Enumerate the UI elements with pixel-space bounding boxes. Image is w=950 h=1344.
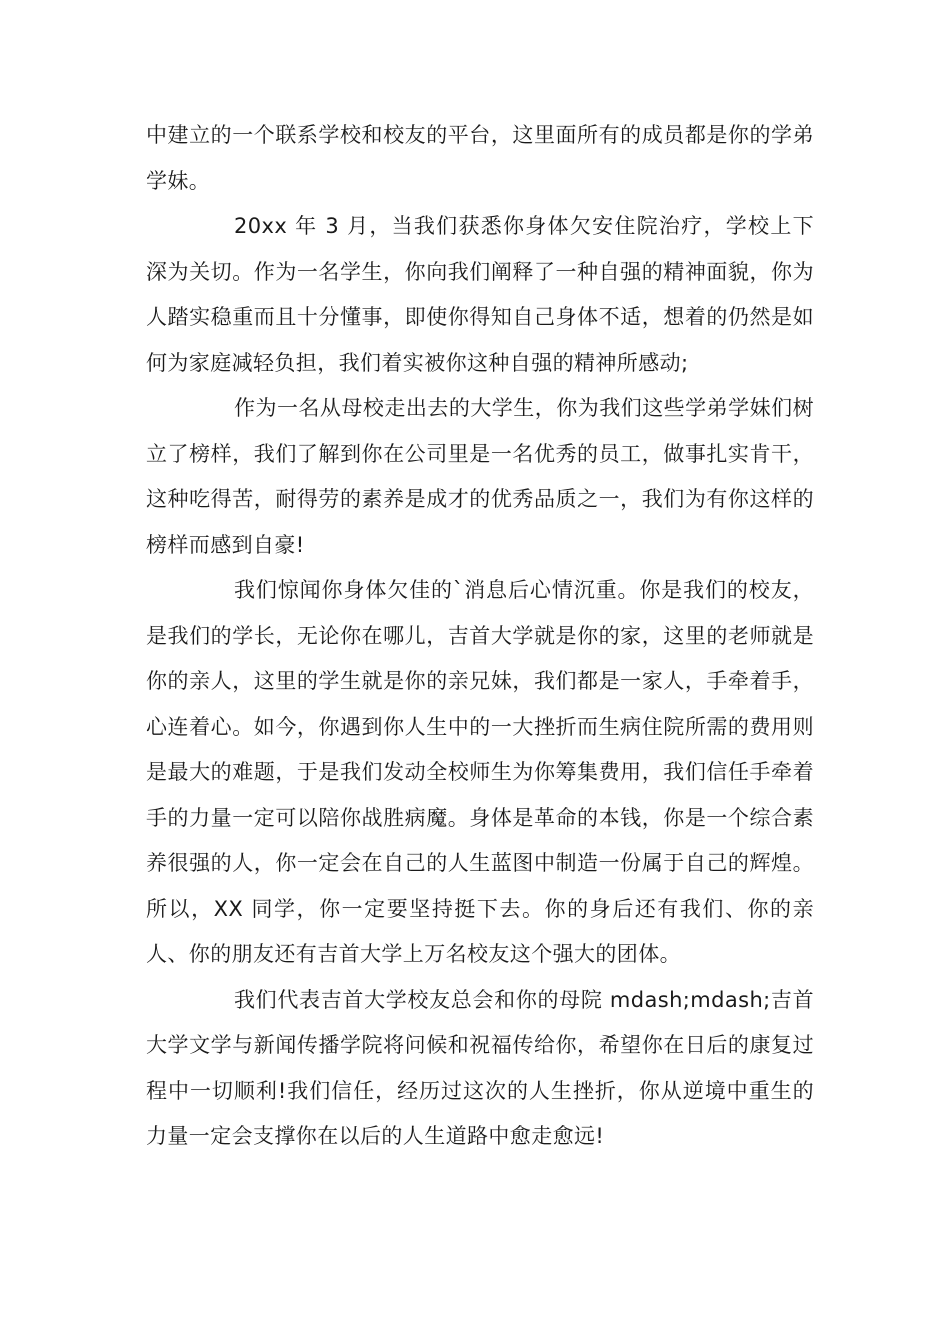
paragraph-2: 20xx 年 3 月，当我们获悉你身体欠安住院治疗，学校上下深为关切。作为一名学生，你向我们阐释了一种自强的精神面貌，你为人踏实稳重而且十分懂事，即使你得知自己身体不适，想着的仍然是如何为家庭减轻负担，我们着实被你这种自强的精神所感动; (146, 214, 814, 375)
letter-body (146, 113, 814, 1160)
paragraph-4: 我们惊闻你身体欠佳的`消息后心情沉重。你是我们的校友，是我们的学长，无论你在哪儿，吉首大学就是你的家，这里的老师就是你的亲人，这里的学生就是你的亲兄妹，我们都是一家人，手牵着手，心连着心。如今，你遇到你人生中的一大挫折而生病住院所需的费用则是最大的难题，于是我们发动全校师生为你筹集费用，我们信任手牵着手的力量一定可以陪你战胜病魔。身体是革命的本钱，你是一个综合素养很强的人，你一定会在自己的人生蓝图中制造一份属于自己的辉煌。所以，XX 同学，你一定要坚持挺下去。你的身后还有我们、你的亲人、你的朋友还有吉首大学上万名校友这个强大的团体。 (146, 578, 814, 966)
paragraph-1-continuation: 中建立的一个联系学校和校友的平台，这里面所有的成员都是你的学弟学妹。 (146, 123, 814, 193)
paragraph-5: 我们代表吉首大学校友总会和你的母院 mdash;mdash;吉首大学文学与新闻传播学院将问候和祝福传给你，希望你在日后的康复过程中一切顺利!我们信任，经历过这次的人生挫折，你从逆境中重生的力量一定会支撑你在以后的人生道路中愈走愈远! (146, 987, 814, 1148)
paragraph-3: 作为一名从母校走出去的大学生，你为我们这些学弟学妹们树立了榜样，我们了解到你在公司里是一名优秀的员工，做事扎实肯干，这种吃得苦，耐得劳的素养是成才的优秀品质之一，我们为有你这样的榜样而感到自豪! (146, 396, 814, 557)
